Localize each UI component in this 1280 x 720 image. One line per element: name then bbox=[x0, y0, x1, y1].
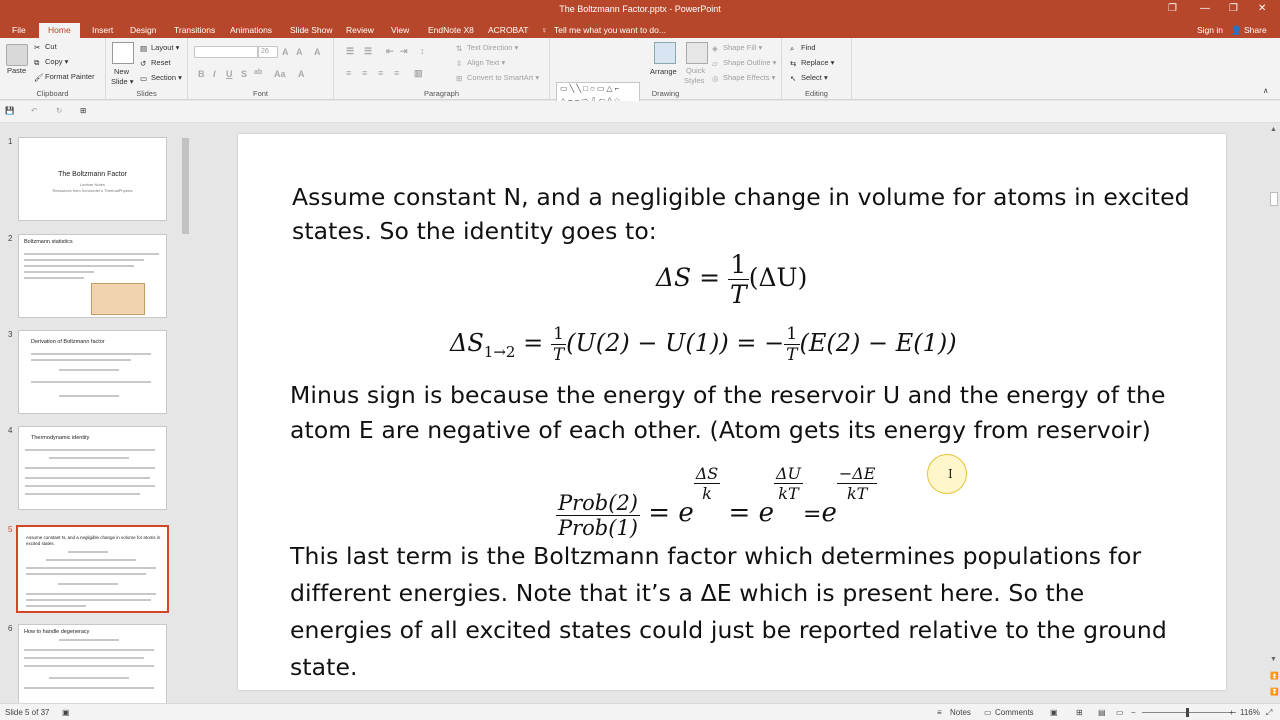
select-icon: ↖ bbox=[790, 74, 797, 84]
eq3-num: Prob(2) bbox=[558, 491, 639, 515]
align-text-button[interactable]: ⇳ Align Text ▾ bbox=[456, 58, 506, 69]
eq3-e1: e bbox=[678, 498, 694, 528]
thumb-text-line bbox=[25, 485, 155, 487]
text-direction-icon: ⇅ bbox=[456, 44, 463, 54]
slide-thumbnail-2[interactable] bbox=[18, 234, 167, 318]
tab-file[interactable]: File bbox=[12, 25, 26, 35]
equation-3[interactable]: $\frac{\text{Prob(2)}}{\text{Prob(1)}}$ = e $\frac{\Delta S}{k}$ = e $\frac{\Delta U}{kT}$ =e $\frac{-\Delta E}{kT}$ bbox=[558, 464, 876, 540]
align-left-icon[interactable]: ≡ bbox=[346, 68, 352, 78]
tab-design[interactable]: Design bbox=[130, 25, 157, 35]
eq3-equals: = bbox=[640, 498, 679, 528]
paragraph-2[interactable]: Minus sign is because the energy of the reservoir U and the energy of the atom E are negative of each other. (Atom gets its energy from reservoir) bbox=[290, 381, 1166, 444]
reset-label: Reset bbox=[151, 58, 171, 67]
replace-label: Replace bbox=[801, 58, 829, 67]
thumb-text-line bbox=[24, 687, 154, 689]
styles-label[interactable]: Styles bbox=[684, 76, 705, 85]
spelling-icon[interactable]: ▣ bbox=[62, 708, 70, 717]
thumb-text-line bbox=[31, 353, 151, 355]
section-label: Section bbox=[151, 73, 177, 82]
thumb-text-line bbox=[24, 665, 154, 667]
undo-icon[interactable]: ↶ bbox=[31, 106, 38, 115]
reset-button[interactable] bbox=[140, 58, 171, 67]
replace-icon: ⇆ bbox=[790, 59, 797, 69]
eq2-den-2: T bbox=[786, 345, 798, 365]
save-icon[interactable]: 💾 bbox=[5, 106, 15, 115]
eq3-exp2-den: kT bbox=[778, 484, 799, 503]
format-painter-label: Format Painter bbox=[45, 72, 95, 81]
fill-icon: ◈ bbox=[712, 44, 718, 54]
select-button[interactable]: ↖ Select ▾ bbox=[790, 73, 828, 84]
copy-button[interactable]: ⧉ Copy ▾ bbox=[34, 57, 69, 68]
case-button[interactable]: Aa bbox=[274, 69, 286, 79]
eq3-exp3-den: kT bbox=[846, 484, 868, 503]
scroll-up-icon[interactable]: ▲ bbox=[1270, 126, 1277, 133]
eq3-prob-fraction bbox=[556, 491, 640, 540]
ribbon-display-options-icon[interactable]: ❐ bbox=[1168, 3, 1177, 14]
drawing-label: Drawing bbox=[651, 89, 680, 98]
eq3-exp3-num: −ΔE bbox=[838, 464, 876, 483]
slides-group bbox=[106, 38, 188, 100]
replace-button[interactable]: ⇆ Replace ▾ bbox=[790, 58, 835, 69]
arrange-button[interactable] bbox=[650, 67, 677, 76]
tab-transitions[interactable]: Transitions bbox=[174, 25, 216, 35]
tab-slide-show[interactable]: Slide Show bbox=[290, 25, 333, 35]
thumb-text-line bbox=[58, 583, 118, 585]
slide-thumbnail-5[interactable] bbox=[16, 525, 169, 613]
slides-label: Slides bbox=[136, 89, 157, 98]
quick-styles-icon[interactable] bbox=[686, 42, 708, 64]
editing-label: Editing bbox=[805, 89, 828, 98]
new-slide-label[interactable]: New bbox=[114, 67, 130, 76]
status-bar bbox=[0, 703, 1280, 720]
eq3-e3: e bbox=[821, 498, 837, 528]
eq2-den: T bbox=[552, 345, 565, 365]
slide-number-5: 5 bbox=[8, 525, 13, 534]
thumb-text-line bbox=[26, 599, 151, 601]
zoom-slider-thumb[interactable] bbox=[1186, 708, 1189, 717]
eq3-exp2-num: ΔU bbox=[775, 464, 802, 483]
thumb-title-3: Derivation of Boltzmann factor bbox=[31, 339, 105, 345]
ribbon-tabs bbox=[0, 22, 1280, 38]
slide-thumbnail-1[interactable] bbox=[18, 137, 167, 221]
new-slide-label-2[interactable]: Slide ▾ bbox=[111, 77, 134, 86]
new-slide-icon[interactable] bbox=[112, 42, 134, 64]
align-center-icon[interactable]: ≡ bbox=[362, 68, 368, 78]
thumb-text-line bbox=[59, 369, 119, 371]
equation-1[interactable] bbox=[656, 250, 807, 309]
paste-icon[interactable] bbox=[6, 44, 28, 66]
strike-button[interactable]: S bbox=[241, 69, 248, 79]
eq1-num: 1 bbox=[728, 250, 749, 280]
shape-effects-button[interactable]: ◎ Shape Effects ▾ bbox=[712, 73, 776, 84]
eq2-middle: (U(2) − U(1)) = − bbox=[566, 329, 785, 357]
copy-icon: ⧉ bbox=[34, 58, 40, 68]
shape-fill-label: Shape Fill bbox=[723, 43, 757, 52]
notes-button[interactable]: Notes bbox=[950, 708, 971, 717]
scrollbar-thumb[interactable] bbox=[182, 138, 189, 234]
format-painter-button[interactable] bbox=[34, 72, 95, 81]
lightbulb-icon: ♀ bbox=[541, 25, 548, 35]
slide-canvas[interactable] bbox=[238, 134, 1226, 690]
eq3-exp2 bbox=[774, 464, 803, 503]
clear-format-button[interactable]: A bbox=[314, 47, 321, 57]
slide-number-4: 4 bbox=[8, 426, 13, 435]
tab-review[interactable]: Review bbox=[346, 25, 374, 35]
thumb-text-line bbox=[31, 381, 151, 383]
thumb-title-4: Thermodynamic identity bbox=[31, 435, 90, 441]
thumb-text-line bbox=[25, 477, 150, 479]
font-color-button[interactable]: A bbox=[298, 69, 305, 79]
clipboard-label: Clipboard bbox=[36, 89, 69, 98]
slide-thumbnails-pane bbox=[0, 124, 193, 704]
zoom-in-icon[interactable]: + bbox=[1229, 708, 1234, 717]
ribbon bbox=[0, 38, 1280, 100]
decrease-indent-icon[interactable]: ⇤ bbox=[386, 46, 394, 56]
tab-insert[interactable]: Insert bbox=[92, 25, 114, 35]
zoom-out-icon[interactable]: − bbox=[1131, 708, 1136, 717]
copy-label: Copy bbox=[45, 57, 63, 66]
shrink-font-button[interactable]: A bbox=[296, 47, 303, 57]
arrange-icon[interactable] bbox=[654, 42, 676, 64]
thumb-text-line bbox=[26, 573, 146, 575]
thumb-text-line bbox=[25, 493, 140, 495]
thumb-text-line bbox=[26, 567, 156, 569]
thumbnails-scrollbar[interactable] bbox=[181, 128, 190, 703]
increase-indent-icon[interactable]: ⇥ bbox=[400, 46, 408, 56]
thumb-text-line bbox=[26, 605, 86, 607]
line-spacing-icon[interactable]: ↕ bbox=[420, 46, 425, 56]
close-button[interactable]: ✕ bbox=[1258, 3, 1267, 14]
slide-thumbnail-4[interactable] bbox=[18, 426, 167, 510]
cursor-highlight bbox=[927, 454, 967, 494]
sign-in-link[interactable]: Sign in bbox=[1197, 25, 1223, 35]
eq2-fraction-2 bbox=[784, 324, 799, 365]
slide-number-6: 6 bbox=[8, 624, 13, 633]
section-button[interactable]: ▭ Section ▾ bbox=[140, 73, 182, 84]
eq3-exp1-num: ΔS bbox=[695, 464, 719, 483]
shape-effects-label: Shape Effects bbox=[723, 73, 770, 82]
normal-view-icon[interactable]: ▣ bbox=[1050, 708, 1058, 717]
slideshow-icon[interactable]: ▭ bbox=[1116, 708, 1124, 717]
eq1-rhs: (ΔU) bbox=[748, 263, 808, 292]
notes-icon[interactable]: ≡ bbox=[937, 708, 942, 717]
arrange-label: Arrange bbox=[650, 67, 677, 76]
thumb-text-line bbox=[59, 639, 119, 641]
columns-icon[interactable]: ▥ bbox=[414, 68, 423, 78]
tab-view[interactable]: View bbox=[391, 25, 410, 35]
slide-sorter-icon[interactable]: ⊞ bbox=[1076, 708, 1083, 717]
minimize-button[interactable]: — bbox=[1200, 3, 1210, 14]
window-title: The Boltzmann Factor.pptx - PowerPoint bbox=[559, 4, 721, 14]
fit-to-window-icon[interactable]: ⤢ bbox=[1266, 708, 1273, 717]
scrollbar-thumb[interactable] bbox=[1270, 192, 1278, 206]
smartart-icon: ⊞ bbox=[456, 74, 463, 84]
shape-outline-label: Shape Outline bbox=[723, 58, 771, 67]
zoom-slider[interactable] bbox=[1142, 712, 1236, 713]
search-icon: ⌕ bbox=[790, 44, 795, 54]
thumb-text-line bbox=[49, 677, 129, 679]
tab-acrobat[interactable]: ACROBAT bbox=[488, 25, 529, 35]
smartart-button[interactable]: ⊞ Convert to SmartArt ▾ bbox=[456, 73, 540, 84]
align-text-icon: ⇳ bbox=[456, 59, 463, 69]
paste-button[interactable]: Paste bbox=[7, 66, 27, 75]
thumb-text-line bbox=[26, 593, 156, 595]
reading-view-icon[interactable]: ▤ bbox=[1098, 708, 1106, 717]
zoom-level[interactable]: 116% bbox=[1240, 708, 1260, 717]
thumb-sub-1b: Resources from Schroeder's ThermalPhysics bbox=[52, 188, 133, 193]
layout-label: Layout bbox=[151, 43, 174, 52]
eq3-den: Prob(1) bbox=[558, 516, 639, 540]
quick-label[interactable]: Quick bbox=[686, 66, 706, 75]
reset-icon: ↺ bbox=[140, 59, 147, 69]
slide-number-3: 3 bbox=[8, 330, 13, 339]
smartart-label: Convert to SmartArt bbox=[467, 73, 534, 82]
brush-icon: 🖌 bbox=[34, 73, 44, 83]
eq2-num: 1 bbox=[551, 324, 566, 345]
bold-button[interactable]: B bbox=[198, 69, 205, 79]
share-icon[interactable]: 👤 bbox=[1231, 25, 1242, 35]
quick-access-toolbar bbox=[0, 101, 1280, 123]
find-label: Find bbox=[801, 43, 816, 52]
eq3-exp3 bbox=[837, 464, 878, 503]
eq1-lhs: ΔS = bbox=[656, 263, 721, 292]
section-icon: ▭ bbox=[140, 74, 148, 84]
eq3-equals-2: = bbox=[720, 498, 759, 528]
restore-button[interactable]: ❐ bbox=[1229, 3, 1238, 14]
slide-thumbnail-6[interactable] bbox=[18, 624, 167, 704]
eq2-num-2: 1 bbox=[784, 324, 799, 345]
shape-outline-button[interactable]: ▱ Shape Outline ▾ bbox=[712, 58, 777, 69]
find-button[interactable] bbox=[790, 43, 816, 52]
thumb-title-5: Assume constant N, and a negligible change in volume for atoms in excited states. bbox=[26, 535, 161, 546]
thumb-text-line bbox=[25, 449, 155, 451]
underline-button[interactable]: U bbox=[226, 69, 233, 79]
thumb-text-line bbox=[46, 559, 136, 561]
thumb-title-6: How to handle degeneracy bbox=[24, 629, 90, 635]
next-slide-icon[interactable]: ⏬ bbox=[1270, 689, 1279, 696]
thumb-text-line bbox=[24, 657, 144, 659]
paragraph-3[interactable]: This last term is the Boltzmann factor which determines populations for different energies. Note that it’s a ΔE which is present here. So the energies of all excited states could just be reported relative to the ground state. bbox=[290, 542, 1167, 681]
eq2-subscript: 1→2 bbox=[483, 342, 516, 361]
font-group bbox=[188, 38, 334, 100]
eq2-fraction-1 bbox=[551, 324, 566, 365]
scissors-icon: ✂ bbox=[34, 43, 41, 53]
select-label: Select bbox=[801, 73, 822, 82]
bullets-icon[interactable]: ☰ bbox=[346, 46, 355, 56]
grow-font-button[interactable]: A bbox=[282, 47, 289, 57]
paragraph-group bbox=[334, 38, 550, 100]
thumb-text-line bbox=[24, 259, 144, 261]
text-direction-label: Text Direction bbox=[467, 43, 513, 52]
justify-icon[interactable]: ≡ bbox=[394, 68, 400, 78]
shape-fill-button[interactable]: ◈ Shape Fill ▾ bbox=[712, 43, 763, 54]
numbering-icon[interactable]: ☰ bbox=[364, 46, 373, 56]
tell-me-box[interactable]: Tell me what you want to do... bbox=[554, 25, 666, 35]
align-right-icon[interactable]: ≡ bbox=[378, 68, 384, 78]
share-button[interactable]: Share bbox=[1244, 25, 1267, 35]
align-text-label: Align Text bbox=[467, 58, 500, 67]
comments-button[interactable]: Comments bbox=[995, 708, 1034, 717]
customize-qat-icon[interactable]: ⊞ bbox=[80, 106, 87, 115]
slide-number-2: 2 bbox=[8, 234, 13, 243]
text-cursor-icon: I bbox=[948, 467, 953, 481]
previous-slide-icon[interactable]: ⏫ bbox=[1270, 673, 1279, 680]
title-bar bbox=[0, 0, 1280, 22]
thumb-text-line bbox=[49, 457, 129, 459]
thumb-text-line bbox=[31, 359, 131, 361]
tab-endnote[interactable]: EndNote X8 bbox=[428, 25, 474, 35]
outline-icon: ▱ bbox=[712, 59, 718, 69]
editing-group bbox=[782, 38, 852, 100]
paragraph-1[interactable]: Assume constant N, and a negligible change in volume for atoms in excited states. So the identity goes to: bbox=[292, 183, 1190, 245]
text-direction-button[interactable]: ⇅ Text Direction ▾ bbox=[456, 43, 519, 54]
thumb-text-line bbox=[25, 467, 155, 469]
thumb-text-line bbox=[24, 277, 84, 279]
layout-button[interactable]: ▤ Layout ▾ bbox=[140, 43, 180, 54]
cut-label: Cut bbox=[45, 42, 57, 51]
clipboard-group bbox=[0, 38, 106, 100]
thumb-image bbox=[91, 283, 145, 315]
eq2-equals: = bbox=[515, 329, 551, 357]
slide-thumbnail-3[interactable] bbox=[18, 330, 167, 414]
thumb-text-line bbox=[59, 395, 119, 397]
comments-icon[interactable]: ▭ bbox=[984, 708, 992, 717]
thumb-text-line bbox=[24, 253, 159, 255]
scroll-down-icon[interactable]: ▼ bbox=[1270, 656, 1277, 663]
cut-button[interactable] bbox=[34, 42, 57, 51]
spacing-button[interactable]: ab bbox=[254, 69, 263, 76]
layout-icon: ▤ bbox=[140, 44, 148, 54]
thumb-text-line bbox=[24, 271, 94, 273]
font-name-input[interactable] bbox=[194, 46, 258, 58]
thumb-text-line bbox=[24, 265, 134, 267]
equation-2[interactable] bbox=[450, 324, 957, 365]
thumb-sub-1: Lecture Notes bbox=[80, 182, 105, 187]
thumb-text-line bbox=[24, 649, 154, 651]
thumb-title-1: The Boltzmann Factor bbox=[58, 171, 127, 178]
paragraph-label: Paragraph bbox=[423, 89, 460, 98]
slide-number-1: 1 bbox=[8, 137, 13, 146]
effects-icon: ◎ bbox=[712, 74, 719, 84]
thumb-title-2: Boltzmann statistics bbox=[24, 239, 73, 245]
thumb-text-line bbox=[68, 551, 108, 553]
tab-home[interactable]: Home bbox=[39, 23, 80, 38]
italic-button[interactable]: I bbox=[213, 69, 216, 79]
tab-animations[interactable]: Animations bbox=[230, 25, 273, 35]
slide-counter: Slide 5 of 37 bbox=[5, 708, 50, 717]
font-label: Font bbox=[252, 89, 268, 98]
eq3-e2: e bbox=[758, 498, 774, 528]
slide-scrollbar[interactable] bbox=[1268, 126, 1280, 706]
font-size-input[interactable]: 26 bbox=[258, 46, 278, 58]
eq2-rhs: (E(2) − E(1)) bbox=[799, 329, 957, 357]
eq1-fraction bbox=[728, 250, 749, 309]
collapse-ribbon-icon[interactable]: ∧ bbox=[1263, 86, 1269, 95]
eq3-exp1 bbox=[694, 464, 721, 503]
eq2-lhs: ΔS bbox=[450, 329, 484, 357]
eq3-exp1-den: k bbox=[702, 484, 712, 503]
redo-icon[interactable]: ↻ bbox=[56, 106, 63, 115]
slide-label: Slide bbox=[111, 77, 128, 86]
shapes-gallery[interactable]: ▭╲╲□○▭△⌐ bbox=[556, 82, 640, 120]
eq1-den: T bbox=[730, 280, 747, 309]
